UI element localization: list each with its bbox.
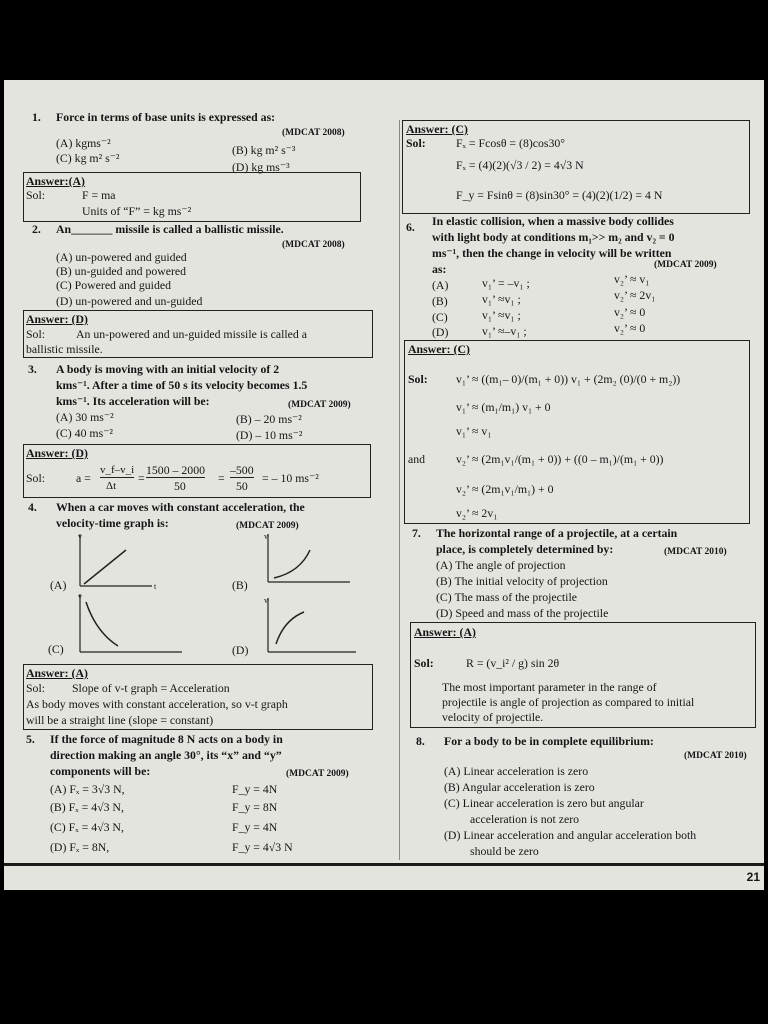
q1-option-a: (A) kgms⁻² <box>56 136 111 150</box>
q3-number: 3. <box>28 362 37 376</box>
graph-d-curve <box>276 612 304 644</box>
q2-number: 2. <box>32 222 41 236</box>
q1-option-d: (D) kg ms⁻³ <box>232 160 290 174</box>
q6-line4: as: <box>432 262 447 276</box>
q4-sol-label: Sol: <box>26 681 46 695</box>
q8-tag: (MDCAT 2010) <box>684 751 747 761</box>
q7-number: 7. <box>412 526 421 540</box>
footer-rule <box>4 863 764 866</box>
graph-b <box>262 532 352 592</box>
q6-line2: with light body at conditions m₁>> m₂ and v₂ = 0 <box>432 230 675 244</box>
q6-line1: In elastic collision, when a massive body collides <box>432 214 674 228</box>
q7-option-b: (B) The initial velocity of projection <box>436 574 608 588</box>
q4-option-c: (C) <box>48 642 64 656</box>
q4-line1: When a car moves with constant acceleration, the <box>56 500 305 514</box>
textbook-page <box>4 80 764 890</box>
q4-sol-line2: As body moves with constant acceleration, so v-t graph <box>26 697 288 711</box>
q5-tag: (MDCAT 2009) <box>286 769 349 779</box>
q3-option-a: (A) 30 ms⁻² <box>56 410 114 424</box>
q4-option-d: (D) <box>232 643 249 657</box>
q1-sol-line1: F = ma <box>82 188 116 202</box>
q7-line2: place, is completely determined by: <box>436 542 614 556</box>
q1-sol-line2: Units of “F” = kg ms⁻² <box>82 204 192 218</box>
q8-number: 8. <box>416 734 425 748</box>
q6-option-c-v1: v₁’ ≈v₁ ; <box>482 308 521 322</box>
q3-tag: (MDCAT 2009) <box>288 400 351 410</box>
q1-option-c: (C) kg m² s⁻² <box>56 151 120 165</box>
graph-a <box>74 532 157 592</box>
q5-number: 5. <box>26 732 35 746</box>
q2-sol-line2: ballistic missile. <box>26 342 103 356</box>
q5-option-d-fy: F_y = 4√3 N <box>232 840 293 854</box>
q5-option-a-fy: F_y = 4N <box>232 782 278 796</box>
q8-option-a: (A) Linear acceleration is zero <box>444 764 589 778</box>
q6-and: and <box>408 452 426 466</box>
q4-line2: velocity-time graph is: <box>56 516 169 530</box>
q4-sol-line1: Slope of v-t graph = Acceleration <box>72 681 230 695</box>
q6-option-a: (A) <box>432 278 449 292</box>
q6-eq1: v₁’ ≈ ((m₁– 0)/(m₁ + 0)) v₁ + (2m₂ (0)/(0 + m₂)) <box>456 372 681 386</box>
q1-text: Force in terms of base units is expressed as: <box>56 110 276 124</box>
q2-text: An_______ missile is called a ballistic missile. <box>56 222 284 236</box>
q7-option-a: (A) The angle of projection <box>436 558 566 572</box>
q8-option-d: (D) Linear acceleration and angular acceleration both <box>444 828 697 842</box>
q8-text: For a body to be in complete equilibrium: <box>444 734 654 748</box>
q6-answer: Answer: (C) <box>408 342 470 356</box>
graph-c-v-label: v <box>78 592 82 601</box>
q6-option-a-v2: v₂’ ≈ v₁ <box>614 272 650 286</box>
q5-option-c: (C) Fₓ = 4√3 N, <box>50 820 124 834</box>
q5-line3: components will be: <box>50 764 151 778</box>
q5-option-d: (D) Fₓ = 8N, <box>50 840 110 854</box>
q8-option-c: (C) Linear acceleration is zero but angular <box>444 796 644 810</box>
q1-answer: Answer:(A) <box>26 174 85 188</box>
q6-option-d-v1: v₁’ ≈–v₁ ; <box>482 324 527 338</box>
q2-option-d: (D) un-powered and un-guided <box>56 294 203 308</box>
q3-answer: Answer: (D) <box>26 446 88 460</box>
q1-option-b: (B) kg m² s⁻³ <box>232 143 296 157</box>
q7-answer: Answer: (A) <box>414 625 476 639</box>
q5-line2: direction making an angle 30°, its “x” and “y” <box>50 748 282 762</box>
q7-sol-line2: projectile is angle of projection as compared to initial <box>442 695 695 709</box>
q3-frac2-top: 1500 – 2000 <box>146 463 205 477</box>
q3-frac3-top: –500 <box>230 463 254 477</box>
q7-formula: R = (v_i² / g) sin 2θ <box>466 656 560 670</box>
q3-option-b: (B) – 20 ms⁻² <box>236 412 302 426</box>
q6-sol-label: Sol: <box>408 372 428 386</box>
column-divider <box>399 120 400 860</box>
graph-d-v-label: v <box>264 596 268 605</box>
q3-eq1: = <box>138 471 145 485</box>
q2-sol-line1: An un-powered and un-guided missile is called a <box>76 327 307 341</box>
q2-option-b: (B) un-guided and powered <box>56 264 187 278</box>
q6-eq4: v₂’ ≈ (2m₁v₁/(m₁ + 0)) + ((0 – m₁)/(m₁ + 0)) <box>456 452 664 466</box>
q4-number: 4. <box>28 500 37 514</box>
q2-tag: (MDCAT 2008) <box>282 240 345 250</box>
q4-option-a: (A) <box>50 578 67 592</box>
q5-option-b: (B) Fₓ = 4√3 N, <box>50 800 124 814</box>
q6-line3: ms⁻¹, then the change in velocity will be written <box>432 246 672 260</box>
q3-sol-label: Sol: <box>26 471 46 485</box>
q6-option-b: (B) <box>432 294 448 308</box>
q3-line2: kms⁻¹. After a time of 50 s its velocity becomes 1.5 <box>56 378 308 392</box>
q4-answer: Answer: (A) <box>26 666 88 680</box>
q6-option-d-v2: v₂’ ≈ 0 <box>614 321 646 335</box>
q8-option-c-cont: acceleration is not zero <box>470 812 580 826</box>
graph-c <box>74 592 184 658</box>
q5-option-b-fy: F_y = 8N <box>232 800 278 814</box>
q6-option-b-v2: v₂’ ≈ 2v₁ <box>614 288 656 302</box>
q2-answer: Answer: (D) <box>26 312 88 326</box>
q2-option-a: (A) un-powered and guided <box>56 250 187 264</box>
q7-sol-line3: velocity of projectile. <box>442 710 544 724</box>
q5-sol-line3: F_y = Fsinθ = (8)sin30° = (4)(2)(1/2) = 4 N <box>456 188 663 202</box>
q7-option-c: (C) The mass of the projectile <box>436 590 577 604</box>
q5-sol-line2: Fₓ = (4)(2)(√3 / 2) = 4√3 N <box>456 158 584 172</box>
q7-sol-label: Sol: <box>414 656 434 670</box>
graph-a-t-label: t <box>154 582 157 591</box>
q6-eq3: v₁’ ≈ v₁ <box>456 424 492 438</box>
q5-line1: If the force of magnitude 8 N acts on a body in <box>50 732 283 746</box>
q8-option-b: (B) Angular acceleration is zero <box>444 780 595 794</box>
q5-option-a: (A) Fₓ = 3√3 N, <box>50 782 125 796</box>
graph-b-v-label: v <box>264 532 268 541</box>
graph-b-curve <box>274 550 310 578</box>
q6-option-d: (D) <box>432 325 449 339</box>
q3-line3: kms⁻¹. Its acceleration will be: <box>56 394 210 408</box>
q6-number: 6. <box>406 220 415 234</box>
q2-sol-label: Sol: <box>26 327 46 341</box>
q7-sol-line1: The most important parameter in the range of <box>442 680 657 694</box>
q3-option-d: (D) – 10 ms⁻² <box>236 428 303 442</box>
q6-eq5: v₂’ ≈ (2m₁v₁/m₁) + 0 <box>456 482 554 496</box>
q6-option-b-v1: v₁’ ≈v₁ ; <box>482 292 521 306</box>
q6-option-c: (C) <box>432 310 448 324</box>
graph-a-v-label: v <box>78 532 82 541</box>
q5-answer: Answer: (C) <box>406 122 468 136</box>
q3-sol-a: a = <box>76 471 91 485</box>
q6-option-c-v2: v₂’ ≈ 0 <box>614 305 646 319</box>
q4-tag: (MDCAT 2009) <box>236 521 299 531</box>
q3-result: = – 10 ms⁻² <box>262 471 319 485</box>
page-number: 21 <box>746 870 760 884</box>
graph-d <box>262 596 358 656</box>
q7-tag: (MDCAT 2010) <box>664 547 727 557</box>
q6-eq6: v₂’ ≈ 2v₁ <box>456 506 498 520</box>
q6-option-a-v1: v₁’ = –v₁ ; <box>482 276 530 290</box>
q3-frac3-bot: 50 <box>236 479 248 493</box>
q1-number: 1. <box>32 110 41 124</box>
q7-line1: The horizontal range of a projectile, at a certain <box>436 526 678 540</box>
q5-option-c-fy: F_y = 4N <box>232 820 278 834</box>
q7-option-d: (D) Speed and mass of the projectile <box>436 606 609 620</box>
graph-a-line <box>84 550 126 584</box>
q6-eq2: v₁’ ≈ (m₁/m₁) v₁ + 0 <box>456 400 551 414</box>
q6-tag: (MDCAT 2009) <box>654 260 717 270</box>
q5-sol-label: Sol: <box>406 136 426 150</box>
q3-line1: A body is moving with an initial velocity of 2 <box>56 362 280 376</box>
q4-option-b: (B) <box>232 578 248 592</box>
q3-frac1-bot: Δt <box>106 480 117 492</box>
q3-eq2: = <box>218 471 225 485</box>
q2-option-c: (C) Powered and guided <box>56 278 171 292</box>
q5-sol-line1: Fₓ = Fcosθ = (8)cos30° <box>456 136 566 150</box>
q1-sol-label: Sol: <box>26 188 46 202</box>
q1-tag: (MDCAT 2008) <box>282 128 345 138</box>
q3-frac1-top: v_f–v_i <box>100 464 135 476</box>
q3-option-c: (C) 40 ms⁻² <box>56 426 113 440</box>
q4-sol-line3: will be a straight line (slope = constant) <box>26 713 214 727</box>
graph-c-curve <box>86 602 118 646</box>
q3-frac2-bot: 50 <box>174 479 186 493</box>
q8-option-d-cont: should be zero <box>470 844 539 858</box>
